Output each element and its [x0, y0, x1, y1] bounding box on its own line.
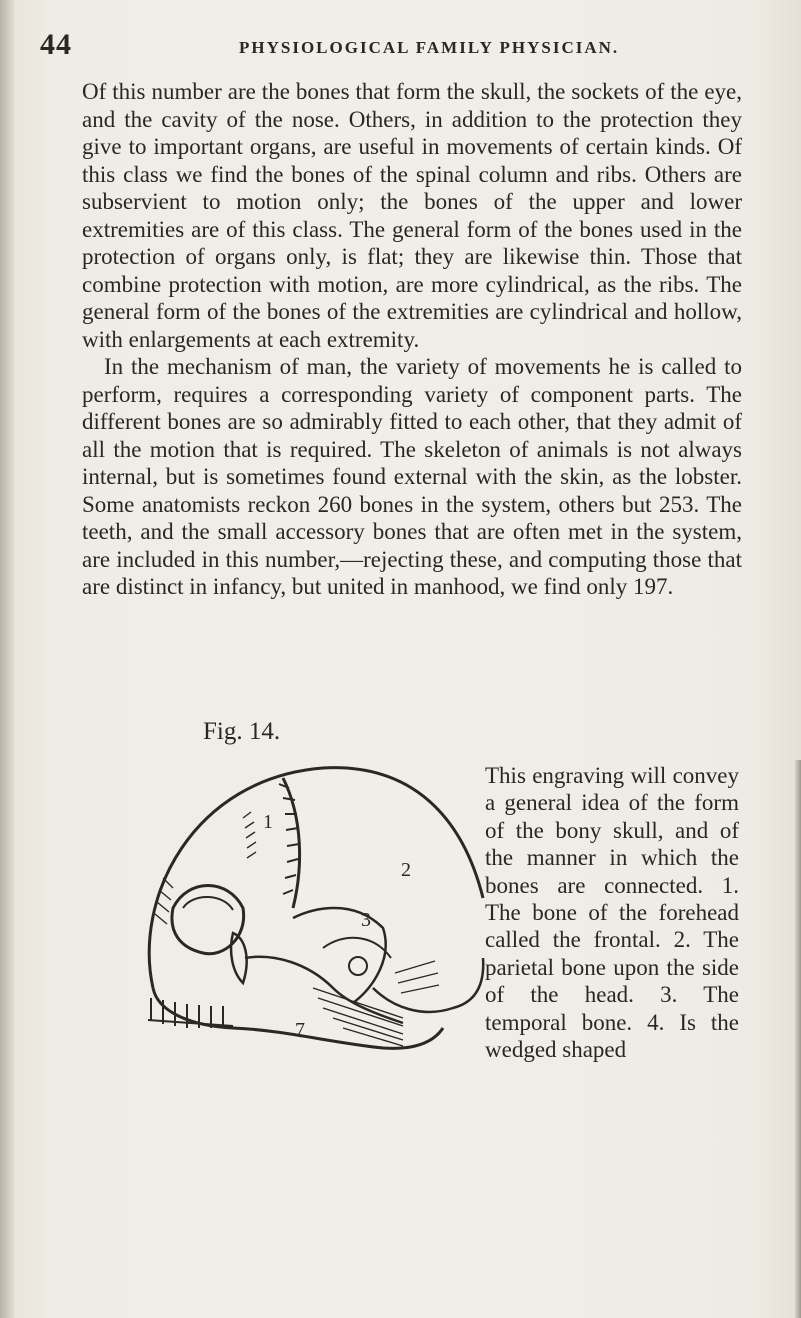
marker-7: 7 [295, 1019, 305, 1041]
page-edge [793, 760, 801, 1318]
page-header [40, 28, 770, 68]
page-gutter [0, 0, 14, 1318]
figure-caption: This engraving will convey a general idea of the form of the bony skull, and of the manner in which the bones are connected. 1. The bone of the forehead called the frontal. 2. The parietal bone upon the side of the head. 3. The temporal bone. 4. Is the wedged shaped [485, 763, 739, 1063]
body-text [82, 78, 742, 601]
marker-2: 2 [401, 859, 411, 881]
marker-1: 1 [263, 811, 273, 833]
skull-engraving [133, 758, 493, 1058]
paragraph: In the mechanism of man, the variety of movements he is called to perform, requires a corresponding variety of component parts. The different bones are so admirably fitted to each other, that they admit of all the motion that is required. The skeleton of animals is not always internal, but is sometimes found external with the skin, as the lobster. Some anatomists reckon 260 bones in the system, others but 253. The teeth, and the small accessory bones that are often met in the system, are included in this number,—rejecting these, and computing those that are distinct in infancy, but united in manhood, we find only 197. [82, 354, 742, 599]
marker-3: 3 [361, 909, 371, 931]
page-number: 44 [40, 28, 72, 61]
figure-label: Fig. 14. [203, 718, 281, 745]
running-head: PHYSIOLOGICAL FAMILY PHYSICIAN. [239, 38, 620, 57]
paragraph: Of this number are the bones that form the skull, the sockets of the eye, and the cavity of the nose. Others, in addition to the protection they give to important organs, are useful in movements of certain kinds. Of this class we find the bones of the spinal column and ribs. Others are subservient to motion only; the bones of the upper and lower extremities are of this class. The general form of the bones used in the protection of organs only, is flat; they are likewise thin. Those that combine protection with motion, are more cylindrical, as the ribs. The general form of the bones of the extremities are cylindrical and hollow, with enlargements at each extremity. [82, 79, 742, 352]
